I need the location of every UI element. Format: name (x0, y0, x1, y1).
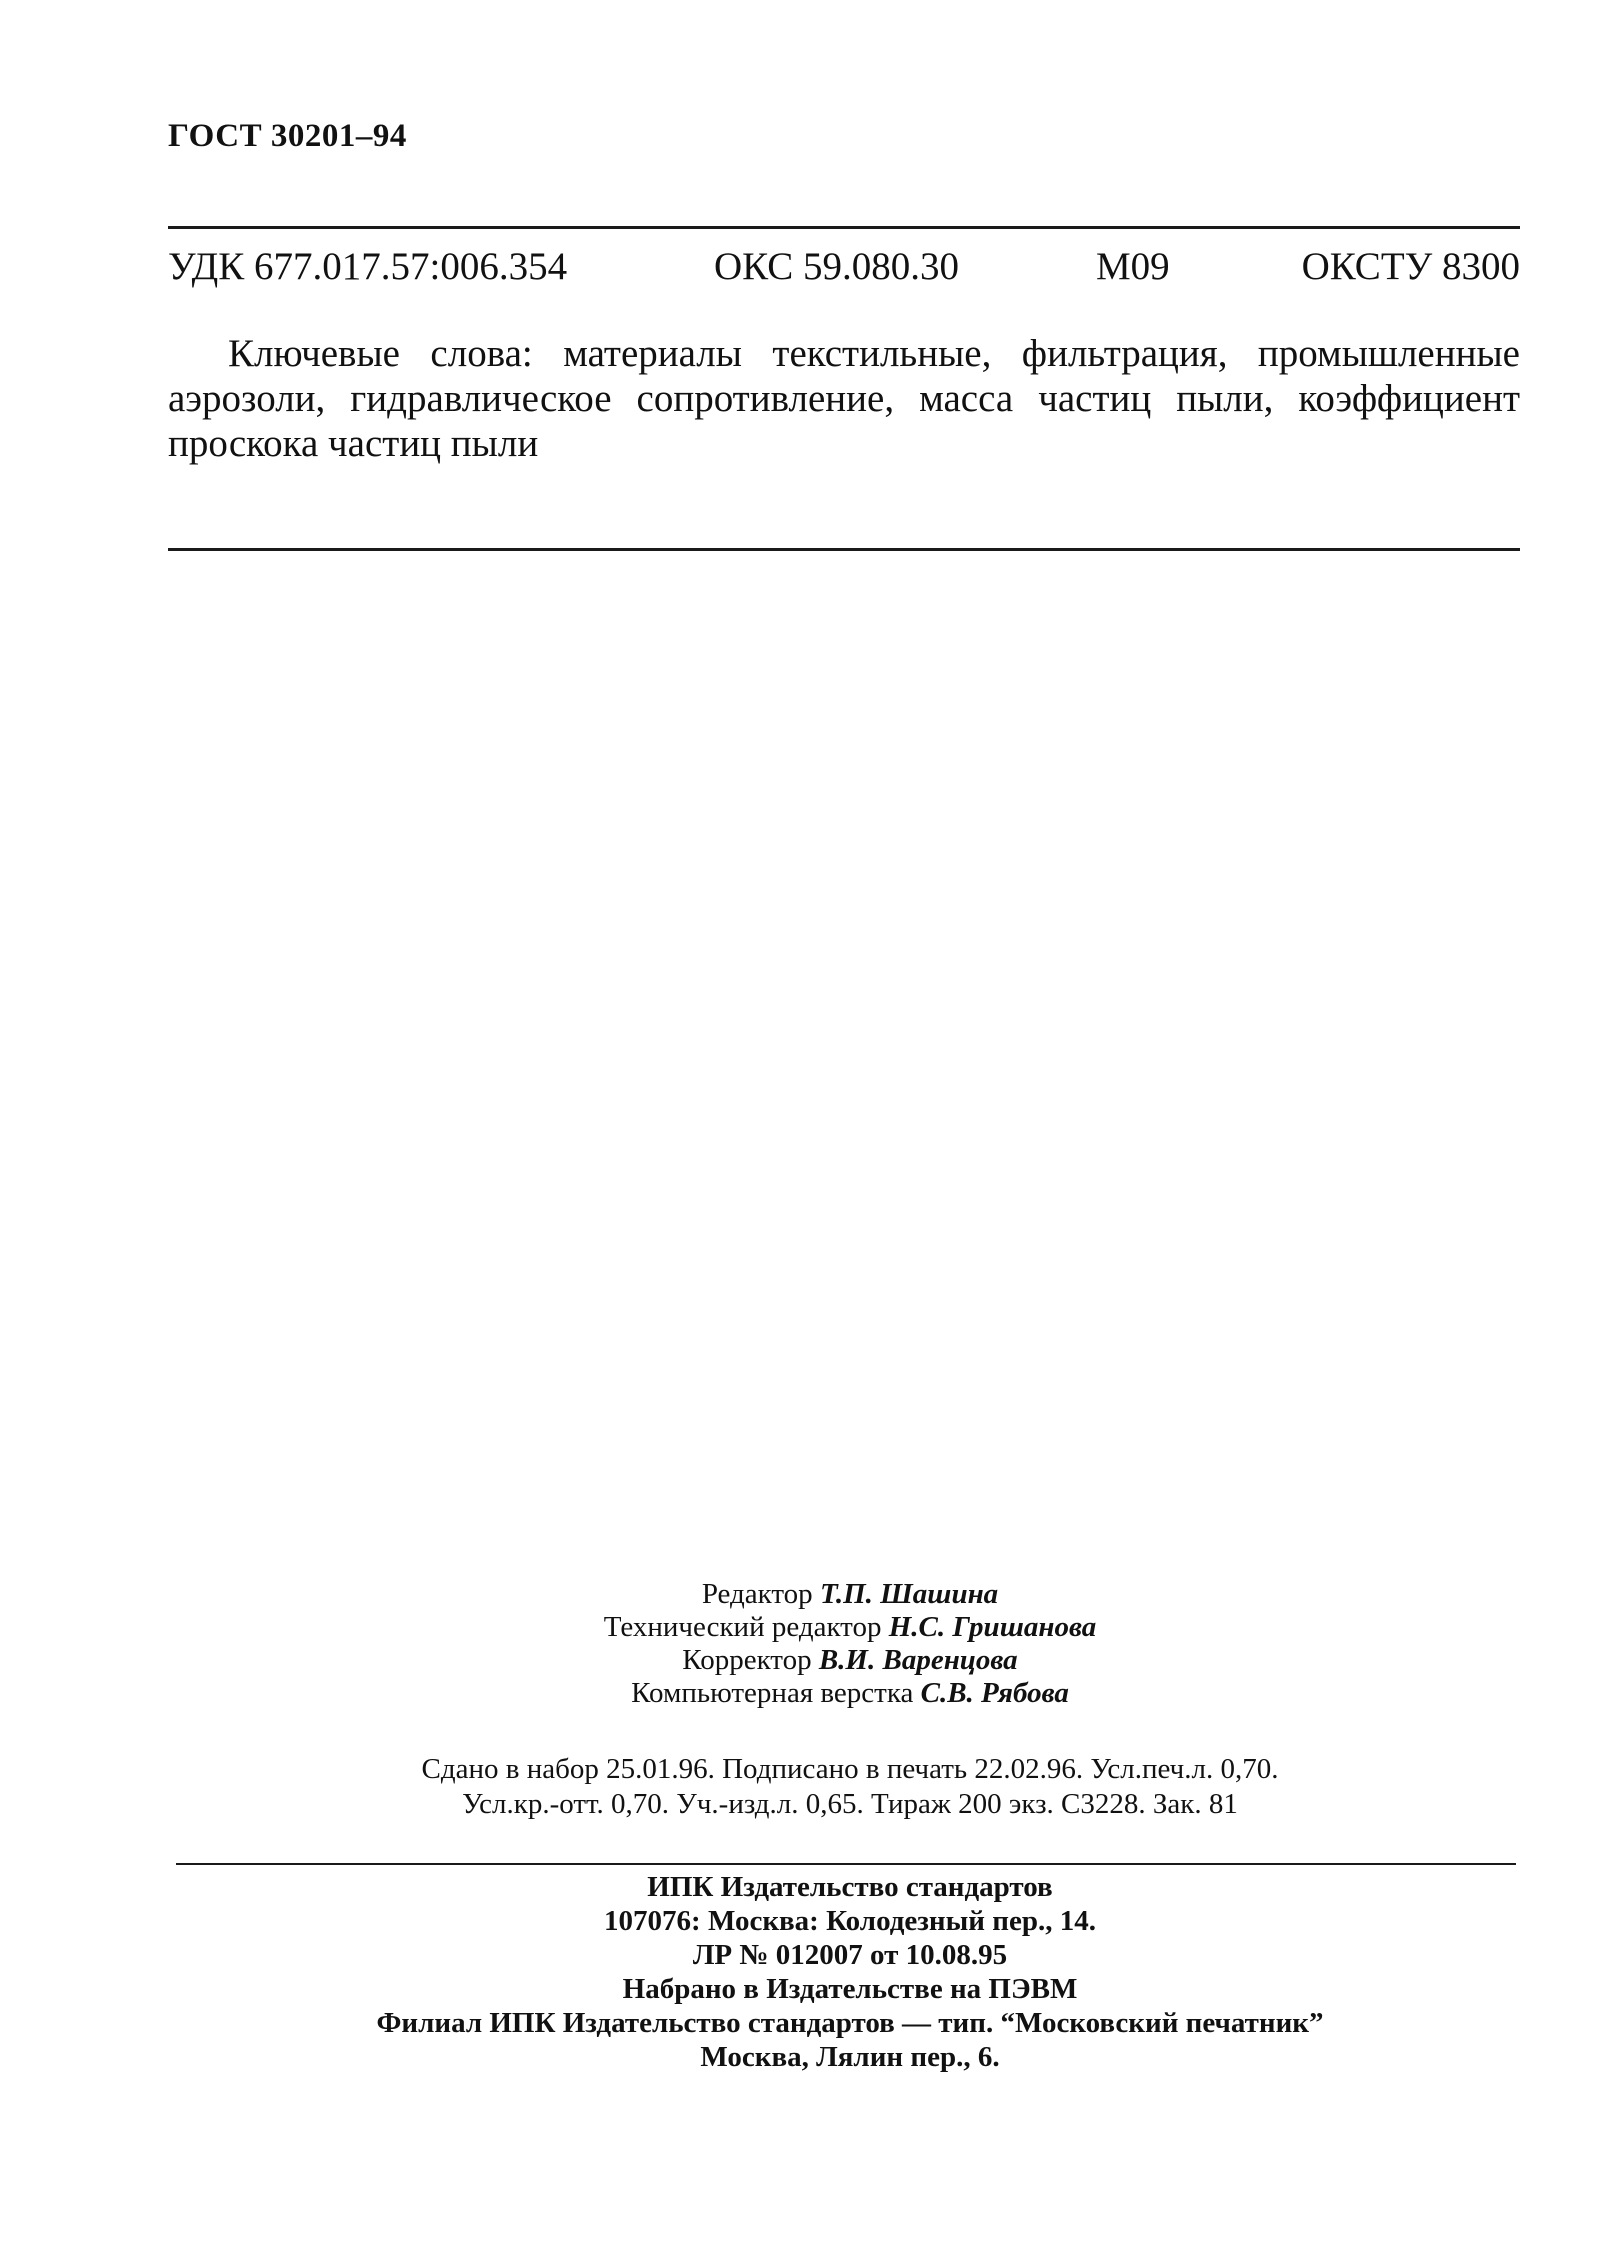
credit-tech-editor (400, 1611, 1300, 1644)
m-code: М09 (1096, 245, 1170, 288)
credit-name: Т.П. Шашина (819, 1578, 999, 1610)
imprint-divider (176, 1863, 1516, 1865)
credit-role: Корректор (682, 1644, 812, 1676)
okstu-code: ОКСТУ 8300 (1301, 245, 1520, 288)
imprint-block (180, 1870, 1520, 2074)
imprint-line: Москва, Лялин пер., 6. (700, 2041, 1000, 2073)
print-info-line: Усл.кр.-отт. 0,70. Уч.-изд.л. 0,65. Тираж 200 экз. С3228. Зак. 81 (462, 1788, 1238, 1820)
credit-name: С.В. Рябова (920, 1677, 1069, 1709)
credit-role: Редактор (701, 1578, 813, 1610)
imprint-line: 107076: Москва: Колодезный пер., 14. (604, 1905, 1096, 1937)
imprint-line: ЛР № 012007 от 10.08.95 (692, 1939, 1008, 1971)
print-info-line: Сдано в набор 25.01.96. Подписано в печать 22.02.96. Усл.печ.л. 0,70. (421, 1753, 1279, 1785)
credit-role: Технический редактор (603, 1611, 882, 1643)
credit-name: В.И. Варенцова (818, 1644, 1018, 1676)
keywords-divider (168, 548, 1520, 551)
imprint-line: Набрано в Издательстве на ПЭВМ (622, 1973, 1078, 2005)
imprint-line: ИПК Издательство стандартов (647, 1871, 1053, 1903)
print-info-block (180, 1752, 1520, 1822)
credit-name: Н.С. Гришанова (888, 1611, 1097, 1643)
document-code: ГОСТ 30201–94 (168, 118, 407, 154)
keywords-paragraph: Ключевые слова: материалы текстильные, фильтрация, промышленные аэрозоли, гидравлическое сопротивление, масса частиц пыли, коэффициент проскока частиц пыли (168, 332, 1520, 465)
credits-block (400, 1578, 1300, 1710)
oks-code: ОКС 59.080.30 (714, 245, 959, 288)
top-divider (168, 226, 1520, 229)
credit-role: Компьютерная верстка (631, 1677, 914, 1709)
credit-layout (400, 1677, 1300, 1710)
classification-line (168, 244, 1520, 294)
credit-proofreader (400, 1644, 1300, 1677)
credit-editor (400, 1578, 1300, 1611)
imprint-line: Филиал ИПК Издательство стандартов — тип. “Московский печатник” (376, 2007, 1324, 2039)
udk-code: УДК 677.017.57:006.354 (168, 245, 568, 288)
